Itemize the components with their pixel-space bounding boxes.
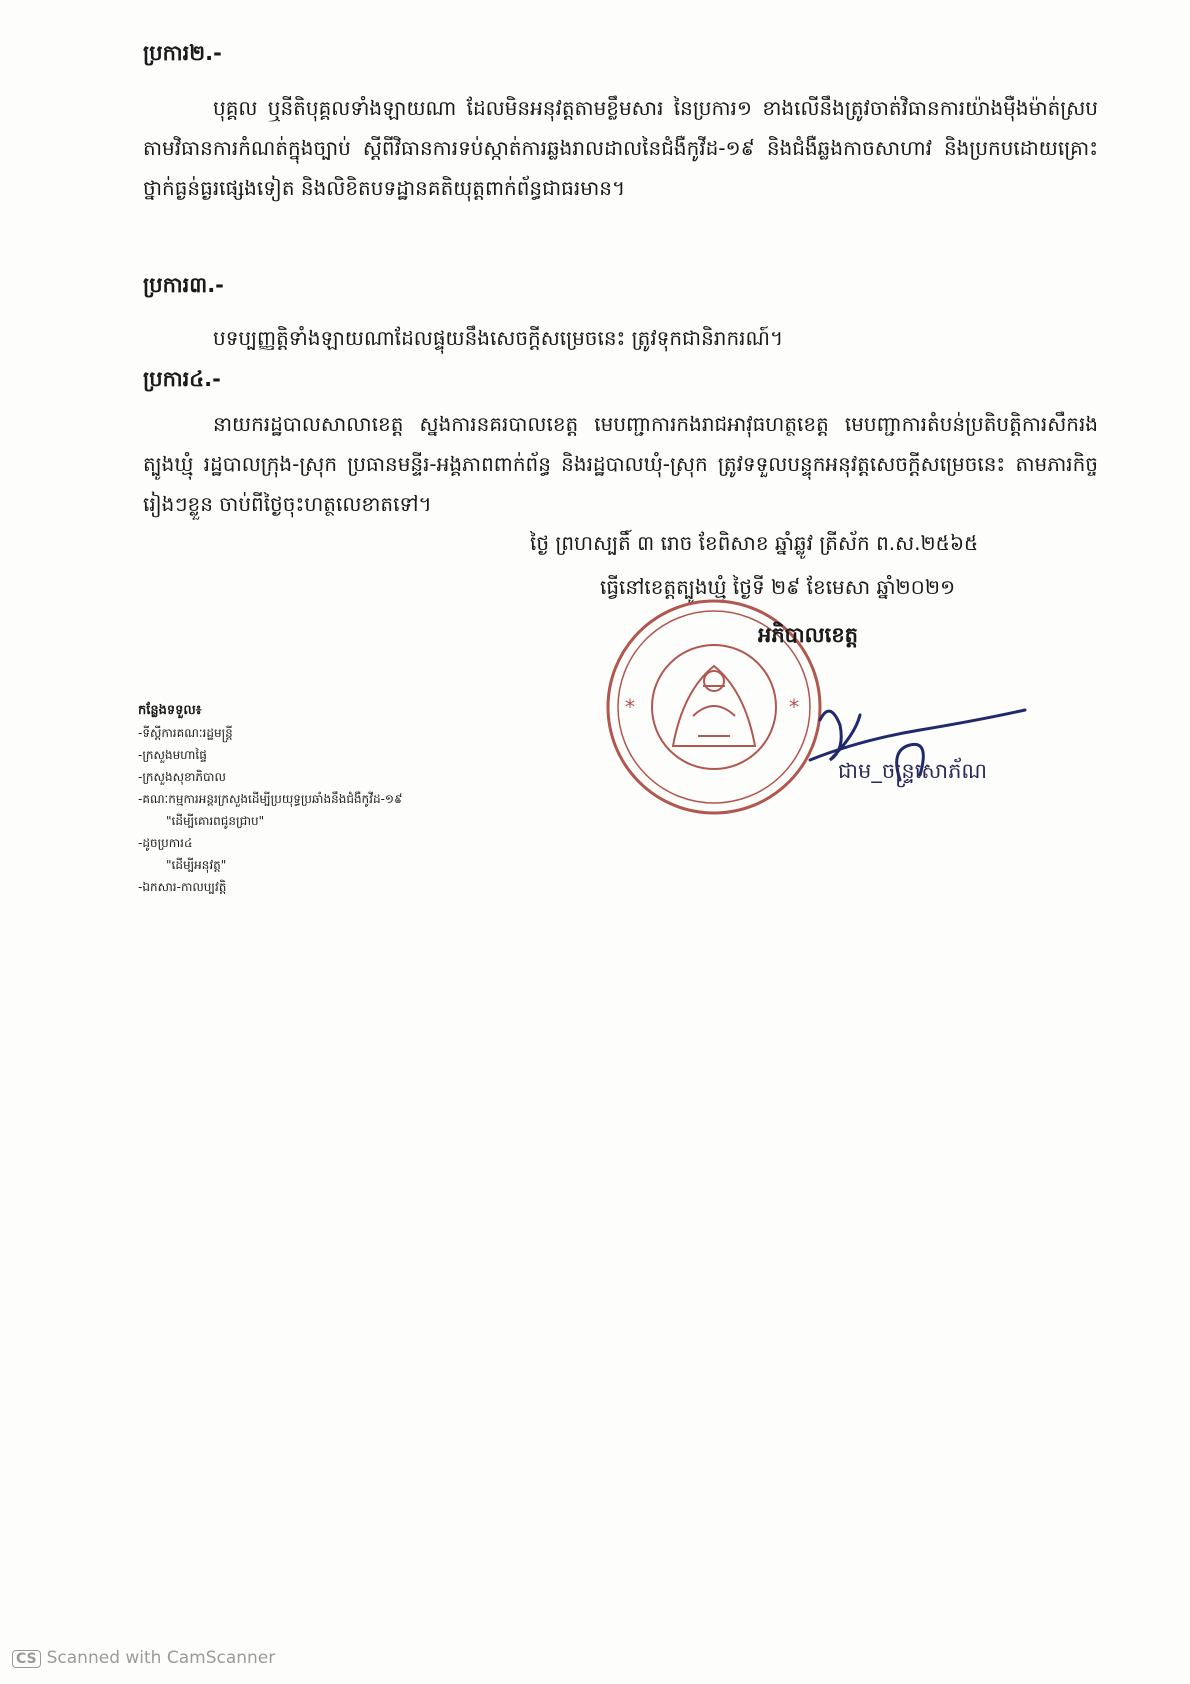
recipients-title: កន្លែងទទួល៖	[138, 703, 202, 718]
article-3-text	[143, 318, 1098, 358]
scanner-text: Scanned with CamScanner	[46, 1648, 276, 1668]
recipient-note: "ដើម្បីគោរពជូនជ្រាប"	[166, 814, 265, 828]
article-2-body: បុគ្គល ឬនីតិបុគ្គលទាំងឡាយណា ដែលមិនអនុវត្តតាមខ្លឹមសារ នៃប្រការ១ ខាងលើនឹងត្រូវចាត់វិធានការយ៉ាងម៉ឺងម៉ាត់ស្របតាមវិធានការកំណត់ក្នុងច្បាប់ ស្ដីពីវិធានការទប់ស្កាត់ការឆ្លងរាលដាលនៃជំងឺកូវីដ-១៩ និងជំងឺឆ្លងកាចសាហាវ និងប្រកបដោយគ្រោះថ្នាក់ធ្ងន់ធ្ងរផ្សេងទៀត និងលិខិតបទដ្ឋានគតិយុត្តពាក់ព័ន្ធជាធរមាន។	[143, 96, 1098, 200]
recipient-item: -ក្រសួងសុខាភិបាល	[138, 770, 226, 784]
article-3-body: បទប្បញ្ញត្តិទាំងឡាយណាដែលផ្ទុយនឹងសេចក្ដីសម្រេចនេះ ត្រូវទុកជានិរាករណ៍។	[213, 326, 784, 350]
recipient-note: "ដើម្បីអនុវត្ត"	[166, 858, 227, 872]
article-4-heading: ប្រការ៤.-	[143, 367, 221, 391]
camscanner-logo-icon: CS	[12, 1650, 41, 1668]
lunar-date: ថ្ងៃ ព្រហស្បតិ៍ ៣ រោច ខែពិសាខ ឆ្នាំឆ្លូវ ត្រីស័ក ព.ស.២៥៦៥	[530, 531, 979, 555]
signer-title: អភិបាលខេត្ត	[758, 623, 858, 647]
article-2-text	[143, 88, 1098, 208]
recipient-item: -ឯកសារ-កាលប្បវត្តិ	[138, 880, 227, 894]
recipient-item: -គណៈកម្មការអន្តរក្រសួងដើម្បីប្រយុទ្ធប្រឆាំងនឹងជំងឺកូវីដ-១៩	[138, 792, 403, 806]
scanner-footer	[12, 1648, 275, 1668]
signer-name: ជាម_ចន្ទ្រសោភ័ណ	[838, 759, 988, 783]
article-2-heading: ប្រការ២.-	[143, 41, 222, 65]
recipients-list	[138, 700, 498, 898]
svg-text:*: *	[625, 695, 635, 719]
recipient-item: -ក្រសួងមហាផ្ទៃ	[138, 748, 207, 762]
article-4-text	[143, 404, 1098, 524]
recipient-item: -ទីស្ដីការគណៈរដ្ឋមន្ត្រី	[138, 726, 233, 740]
article-3-heading: ប្រការ៣.-	[143, 273, 224, 297]
svg-text:*: *	[789, 695, 799, 719]
solar-date: ធ្វើនៅខេត្តត្បូងឃ្មុំ ថ្ងៃទី ២៩ ខែមេសា ឆ្នាំ២០២១	[600, 575, 956, 599]
article-4-body: នាយករដ្ឋបាលសាលាខេត្ត ស្នងការនគរបាលខេត្ត មេបញ្ជាការកងរាជអាវុធហត្ថខេត្ត មេបញ្ជាការតំបន់ប្រតិបត្តិការសឹករងត្បូងឃ្មុំ រដ្ឋបាលក្រុង-ស្រុក ប្រធានមន្ទីរ-អង្គភាពពាក់ព័ន្ធ និងរដ្ឋបាលឃុំ-ស្រុក ត្រូវទទួលបន្ទុកអនុវត្តសេចក្ដីសម្រេចនេះ តាមភារកិច្ចរៀងៗខ្លួន ចាប់ពីថ្ងៃចុះហត្ថលេខាតទៅ។	[143, 412, 1098, 516]
recipient-item: -ដូចប្រការ៤	[138, 836, 193, 850]
